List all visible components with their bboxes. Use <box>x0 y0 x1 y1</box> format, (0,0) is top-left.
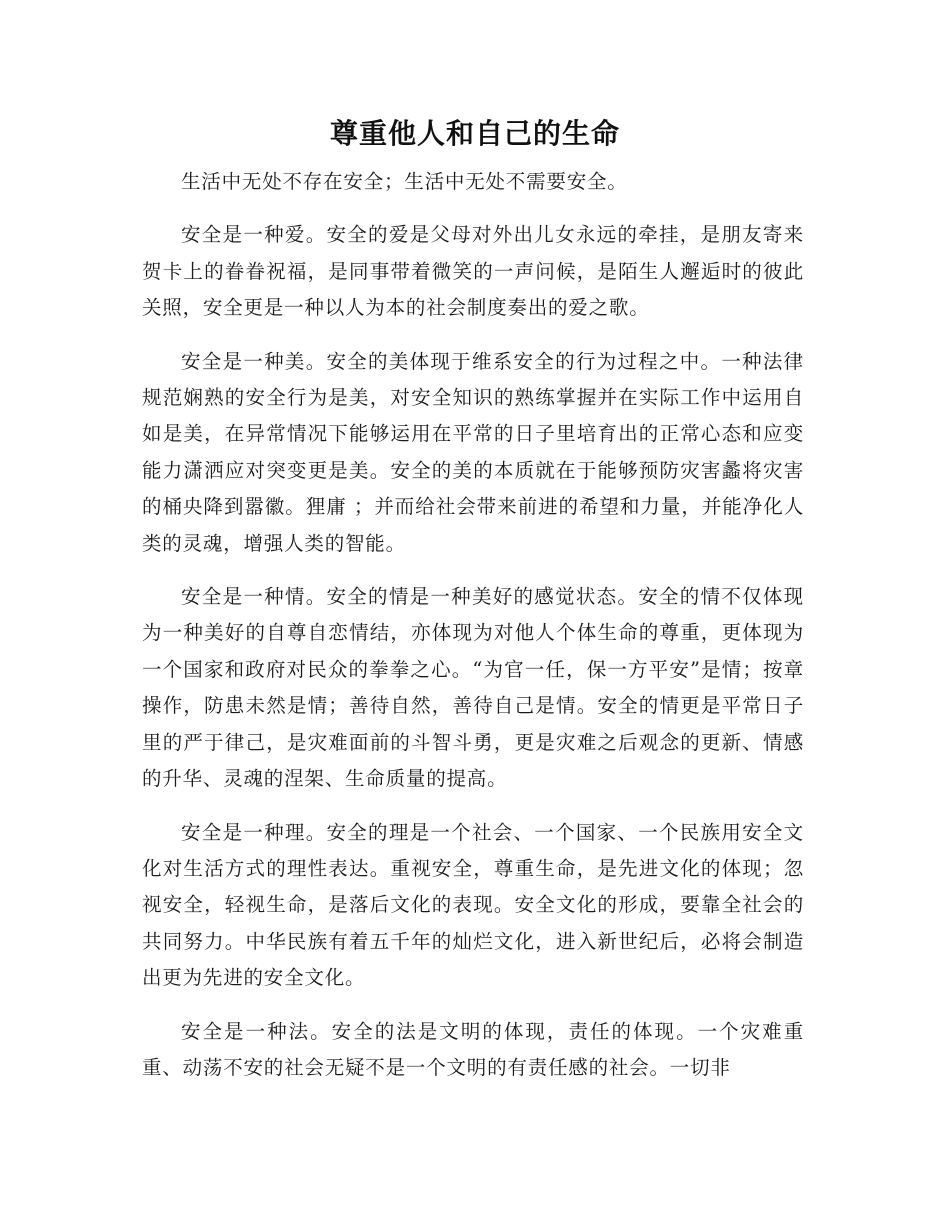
paragraph: 安全是一种爱。安全的爱是父母对外出儿女永远的牵挂，是朋友寄来贺卡上的眷眷祝福，是同事带着微笑的一声问候，是陌生人邂逅时的彼此关照，安全更是一种以人为本的社会制度奏出的爱之歌。 <box>142 223 804 320</box>
paragraph: 生活中无处不存在安全；生活中无处不需要安全。 <box>181 170 628 193</box>
paragraph: 安全是一种美。安全的美体现于维系安全的行为过程之中。一种法律规范娴熟的安全行为是美，对安全知识的熟练掌握并在实际工作中运用自如是美，在异常情况下能够运用在平常的日子里培育出的正常心态和应变能力潇洒应对突变更是美。安全的美的本质就在于能够预防灾害蠡将灾害的桶央降到嚣徽。狸庸 ；并而给社会带来前进的希望和力量，并能净化人类的灵魂，增强人类的智能。 <box>142 349 804 555</box>
paragraph: 安全是一种理。安全的理是一个社会、一个国家、一个民族用安全文化对生活方式的理性表达。重视安全，尊重生命，是先进文化的体现；忽视安全，轻视生命，是落后文化的表现。安全文化的形成，要靠全社会的共同努力。中华民族有着五千年的灿烂文化，进入新世纪后，必将会制造出更为先进的安全文化。 <box>142 820 804 990</box>
paragraph: 安全是一种情。安全的情是一种美好的感觉状态。安全的情不仅体现为一种美好的自尊自恋情结，亦体现为对他人个体生命的尊重，更体现为一个国家和政府对民众的拳拳之心。“为官一任，保一方平安”是情；按章操作，防患未然是情；善待自然，善待自己是情。安全的情更是平常日子里的严于律己，是灾难面前的斗智斗勇，更是灾难之后观念的更新、情感的升华、灵魂的涅架、生命质量的提高。 <box>142 585 804 791</box>
document-title: 尊重他人和自己的生命 <box>329 117 620 150</box>
paragraph: 安全是一种法。安全的法是文明的体现，责任的体现。一个灾难重重、动荡不安的社会无疑不是一个文明的有责任感的社会。一切非 <box>142 1019 804 1079</box>
document-body <box>142 164 804 1103</box>
